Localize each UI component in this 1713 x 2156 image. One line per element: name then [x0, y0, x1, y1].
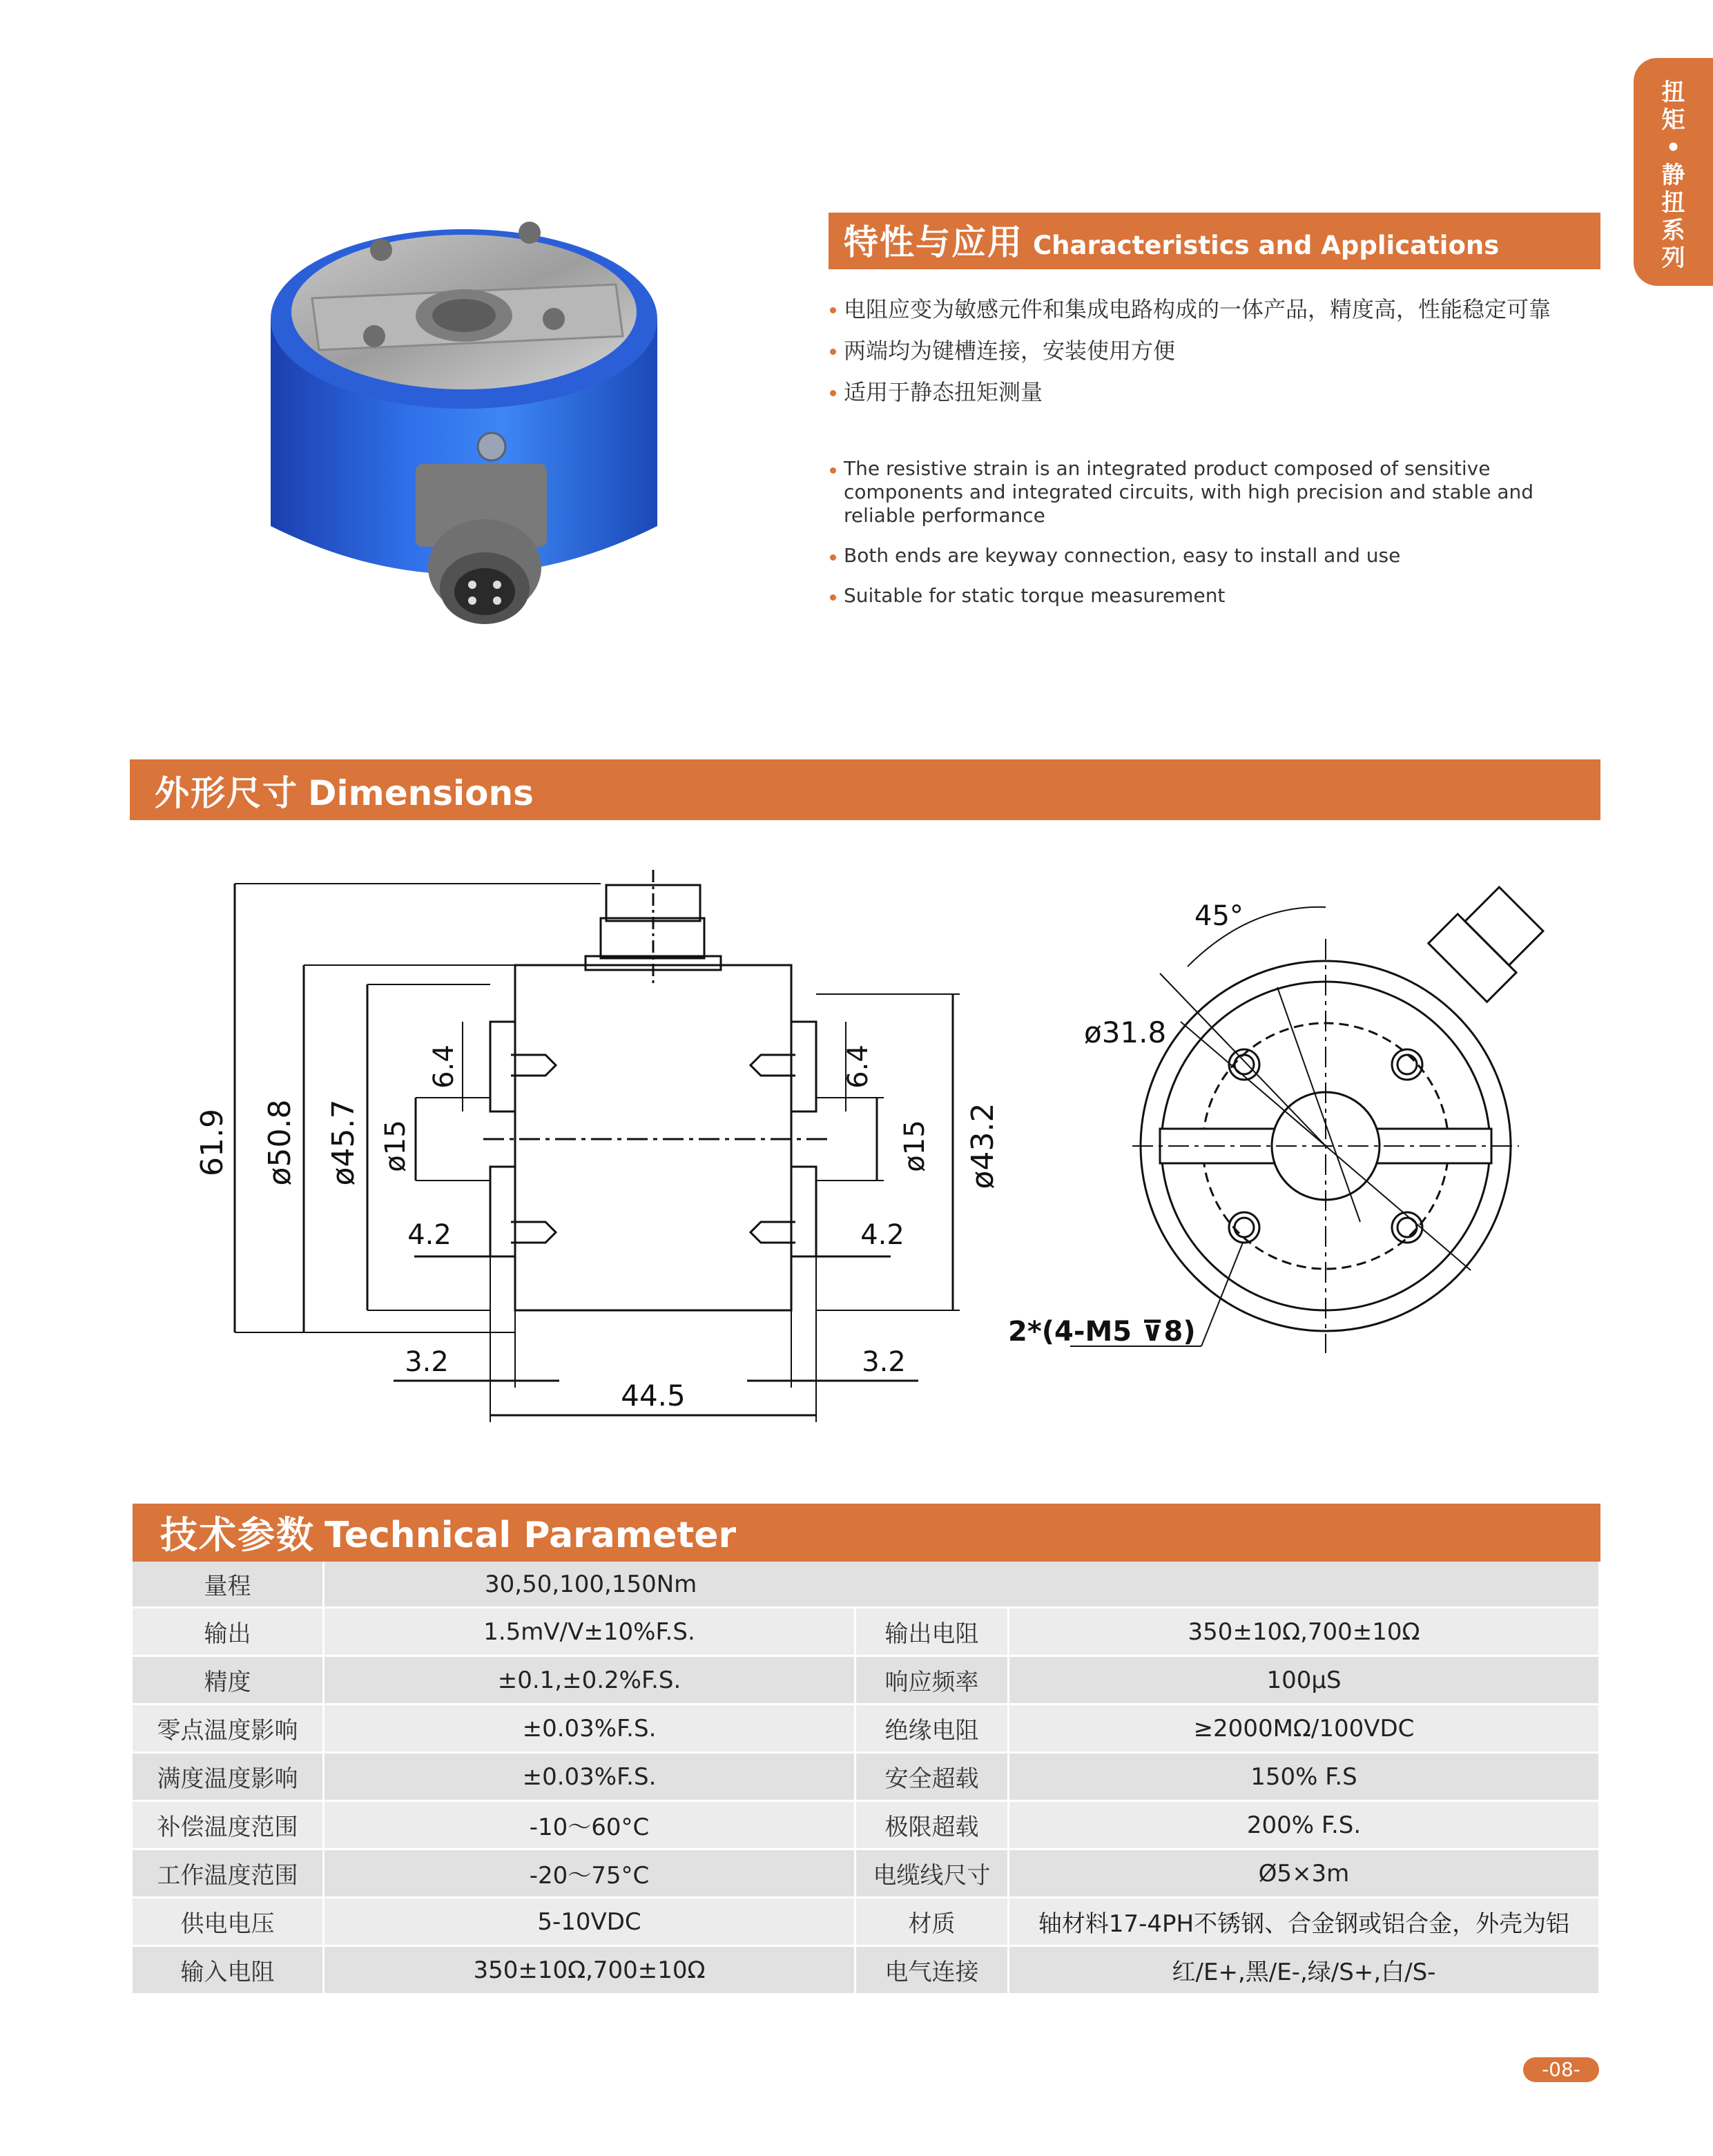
- param-label: 工作温度范围: [133, 1850, 325, 1898]
- dimensions-title-en: Dimensions: [308, 773, 534, 813]
- param-value: 红/E+,黑/E-,绿/S+,白/S-: [1009, 1947, 1600, 1995]
- side-tab-char: 静: [1661, 162, 1685, 189]
- param-value: 100μS: [1009, 1657, 1600, 1705]
- param-value: ±0.03%F.S.: [325, 1754, 856, 1802]
- param-label: 响应频率: [856, 1657, 1009, 1705]
- param-value: 1.5mV/V±10%F.S.: [325, 1609, 856, 1657]
- dim-3-2-left: 3.2: [405, 1346, 449, 1378]
- feature-cn: 适用于静态扭矩测量: [829, 378, 1609, 406]
- table-row: [133, 1609, 1600, 1657]
- param-value: 150% F.S: [1009, 1754, 1600, 1802]
- technical-title-cn: 技术参数: [160, 1513, 315, 1557]
- param-label: 供电电压: [133, 1898, 325, 1947]
- param-label: 极限超载: [856, 1802, 1009, 1850]
- param-value: ≥2000MΩ/100VDC: [1009, 1705, 1600, 1754]
- param-label: 安全超载: [856, 1754, 1009, 1802]
- feature-cn: 电阻应变为敏感元件和集成电路构成的一体产品，精度高，性能稳定可靠: [829, 295, 1609, 323]
- param-label: 补偿温度范围: [133, 1802, 325, 1850]
- side-tab-char: 系: [1661, 217, 1685, 244]
- side-tab-char: 矩: [1661, 106, 1685, 134]
- param-label: 量程: [133, 1562, 325, 1609]
- param-value: 200% F.S.: [1009, 1802, 1600, 1850]
- side-tab-char: 扭: [1661, 79, 1685, 106]
- technical-title-en: Technical Parameter: [325, 1515, 737, 1556]
- feature-en: Suitable for static torque measurement: [829, 584, 1609, 608]
- dim-4-2-left: 4.2: [407, 1219, 452, 1251]
- param-value: -10～60°C: [325, 1802, 856, 1850]
- dimensions-header: [130, 759, 1600, 820]
- table-row: [133, 1898, 1600, 1947]
- technical-header: [133, 1504, 1600, 1562]
- dim-43-2: ø43.2: [965, 1103, 1000, 1189]
- dim-15-right: ø15: [899, 1120, 931, 1172]
- dim-31-8: ø31.8: [1084, 1016, 1167, 1049]
- param-label: 精度: [133, 1657, 325, 1705]
- param-label: 输入电阻: [133, 1947, 325, 1995]
- dimensions-title-cn: 外形尺寸: [155, 773, 298, 813]
- param-value: ±0.03%F.S.: [325, 1705, 856, 1754]
- product-photo: [257, 181, 671, 637]
- parameter-table: [133, 1562, 1600, 1995]
- dim-50-8: ø50.8: [262, 1099, 298, 1186]
- param-label: 电缆线尺寸: [856, 1850, 1009, 1898]
- dim-holes-note: 2*(4-M5 ⊽8): [1008, 1316, 1196, 1348]
- table-row: [133, 1947, 1600, 1995]
- characteristics-header: [829, 213, 1600, 269]
- side-tab: [1634, 58, 1713, 286]
- param-value: 350±10Ω,700±10Ω: [325, 1947, 856, 1995]
- param-label: 满度温度影响: [133, 1754, 325, 1802]
- feature-en: The resistive strain is an integrated product composed of sensitive components and integrated circuits, with high precision and stable and reliable performance: [829, 457, 1609, 527]
- dim-4-2-right: 4.2: [860, 1219, 904, 1251]
- page-number: -08-: [1523, 2057, 1599, 2082]
- table-row: [133, 1850, 1600, 1898]
- features-list: [829, 295, 1609, 624]
- dim-6-4-right: 6.4: [842, 1045, 874, 1089]
- table-row: [133, 1754, 1600, 1802]
- param-label: 输出电阻: [856, 1609, 1009, 1657]
- side-tab-char: •: [1665, 134, 1681, 162]
- dim-15-left: ø15: [380, 1120, 412, 1172]
- table-row: [133, 1802, 1600, 1850]
- param-value: -20～75°C: [325, 1850, 856, 1898]
- table-row: [133, 1562, 1600, 1609]
- param-label: 材质: [856, 1898, 1009, 1947]
- dim-3-2-right: 3.2: [862, 1346, 906, 1378]
- param-label: 电气连接: [856, 1947, 1009, 1995]
- dimension-drawing: [186, 849, 1581, 1470]
- characteristics-title-en: Characteristics and Applications: [1033, 231, 1500, 260]
- param-label: 绝缘电阻: [856, 1705, 1009, 1754]
- dim-61-9: 61.9: [195, 1109, 230, 1176]
- param-value: Ø5×3m: [1009, 1850, 1600, 1898]
- param-value: 30,50,100,150Nm: [325, 1562, 1600, 1609]
- param-value: 轴材料17-4PH不锈钢、合金钢或铝合金，外壳为铝: [1009, 1898, 1600, 1947]
- param-label: 输出: [133, 1609, 325, 1657]
- side-tab-char: 扭: [1661, 189, 1685, 217]
- param-value: ±0.1,±0.2%F.S.: [325, 1657, 856, 1705]
- table-row: [133, 1657, 1600, 1705]
- param-value: 350±10Ω,700±10Ω: [1009, 1609, 1600, 1657]
- dim-44-5: 44.5: [621, 1379, 686, 1412]
- side-tab-char: 列: [1661, 244, 1685, 272]
- feature-en: Both ends are keyway connection, easy to install and use: [829, 544, 1609, 567]
- param-value: 5-10VDC: [325, 1898, 856, 1947]
- param-label: 零点温度影响: [133, 1705, 325, 1754]
- dim-angle-45: 45°: [1194, 900, 1243, 932]
- feature-cn: 两端均为键槽连接，安装使用方便: [829, 337, 1609, 365]
- characteristics-title-cn: 特性与应用: [844, 222, 1023, 262]
- table-row: [133, 1705, 1600, 1754]
- dim-6-4-left: 6.4: [428, 1045, 460, 1089]
- dim-45-7: ø45.7: [326, 1099, 361, 1186]
